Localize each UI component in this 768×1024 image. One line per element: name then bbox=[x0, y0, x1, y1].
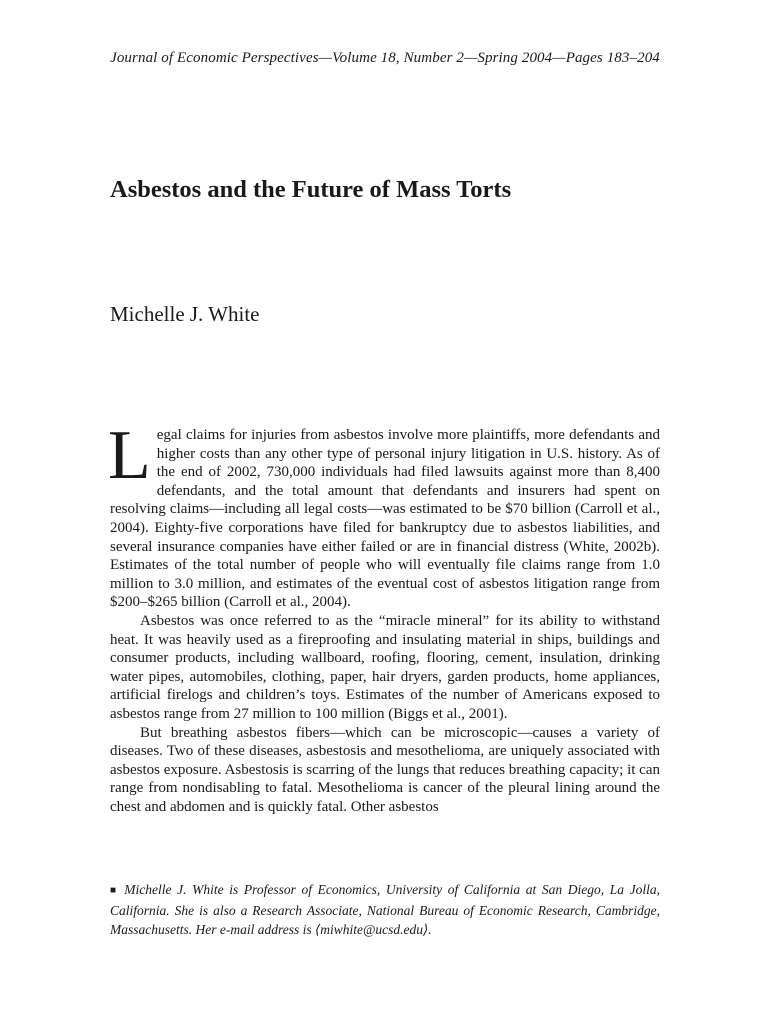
journal-header: Journal of Economic Perspectives—Volume 18, Number 2—Spring 2004—Pages 183–204 bbox=[110, 50, 660, 66]
article-body bbox=[108, 417, 660, 816]
footnote-bullet: ■ bbox=[110, 885, 119, 896]
body-paragraph-1 bbox=[108, 417, 660, 612]
body-paragraph-2: Asbestos was once referred to as the “miracle mineral” for its ability to withstand heat. It was heavily used as a fireproofing and insulating material in ships, buildings and consumer products, including wallboard, roofing, flooring, cement, insulation, drinking water pipes, automobiles, clothing, paper, hair dryers, garden products, home appliances, artificial firelogs and children’s toys. Estimates of the number of Americans exposed to asbestos range from 27 million to 100 million (Biggs et al., 2001). bbox=[110, 612, 660, 722]
body-paragraph-3: But breathing asbestos fibers—which can be microscopic—causes a variety of diseases. Two of these diseases, asbestosis and mesothelioma, are uniquely associated with asbestos exposure. Asbestosis is scarring of the lungs that reduces breathing capacity; it can range from nondisabling to fatal. Mesothelioma is cancer of the pleural lining around the chest and abdomen and is quickly fatal. Other asbestos bbox=[110, 724, 660, 815]
body-paragraph-1-text: egal claims for injuries from asbestos involve more plaintiffs, more defendants and higher costs than any other type of personal injury litigation in U.S. history. As of the end of 2002, 730,000 individuals had filed lawsuits against more than 8,400 defendants, and the total amount that defendants and insurers had spent on resolving claims—including all legal costs—was estimated to be $70 billion (Carroll et al., 2004). Eighty-five corporations have filed for bankruptcy due to asbestos liabilities, and several insurance companies have either failed or are in financial distress (White, 2002b). Estimates of the total number of people who will eventually file claims range from 1.0 million to 3.0 million, and estimates of the eventual cost of asbestos litigation range from $200–$265 billion (Carroll et al., 2004). bbox=[110, 427, 660, 611]
article-title: Asbestos and the Future of Mass Torts bbox=[110, 176, 512, 203]
drop-cap: L bbox=[108, 417, 151, 494]
article-author: Michelle J. White bbox=[110, 302, 260, 326]
author-footnote bbox=[110, 880, 660, 939]
footnote-text: Michelle J. White is Professor of Economics, University of California at San Diego, La Jolla, California. She is also a Research Associate, National Bureau of Economic Research, Cambridge, Massachusetts. Her e-mail address is ⟨miwhite@ucsd.edu⟩. bbox=[110, 882, 660, 937]
